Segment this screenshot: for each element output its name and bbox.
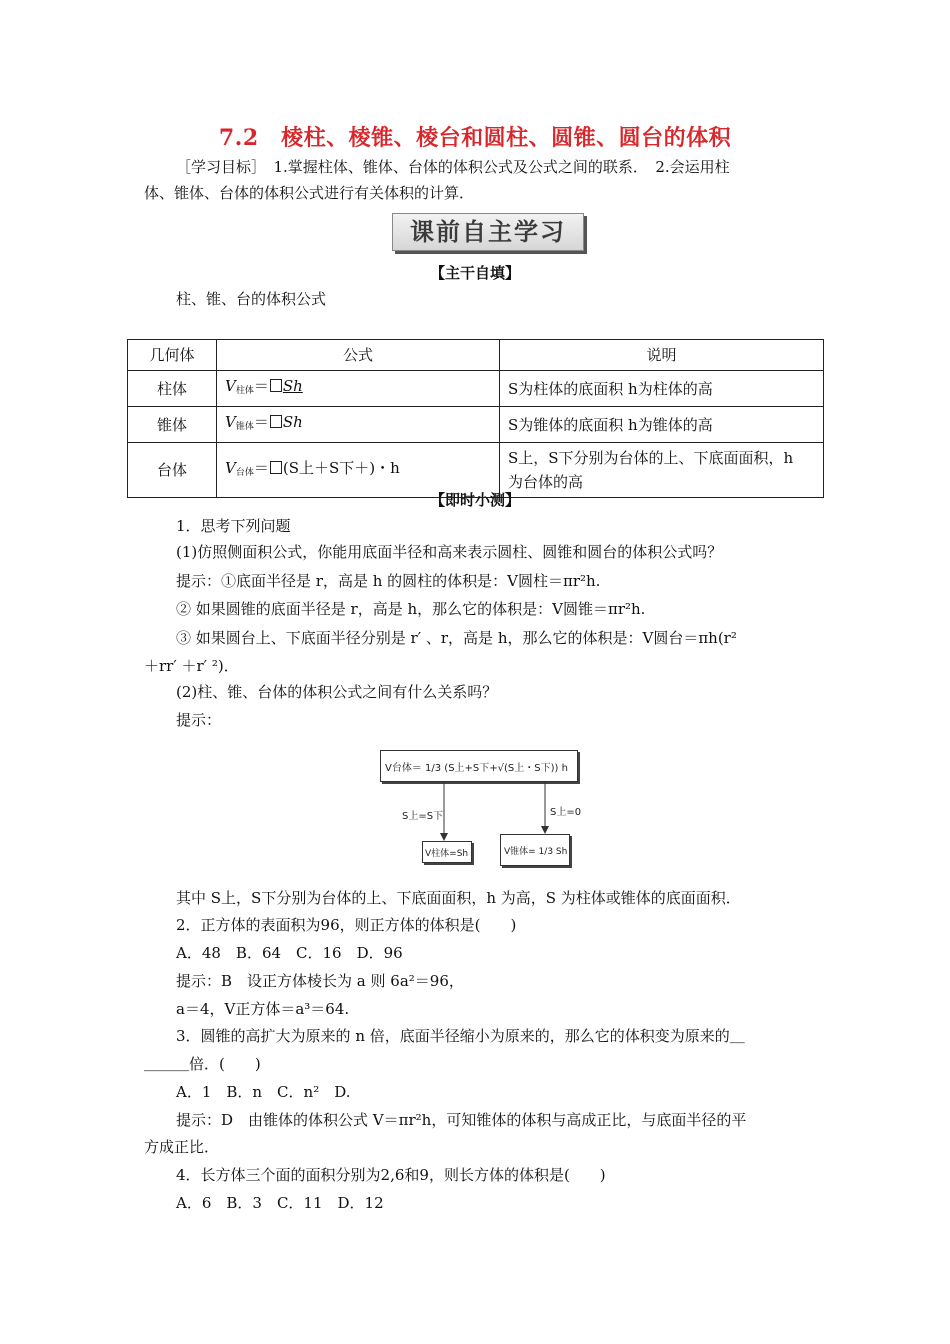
- formula-relation-diagram: [380, 745, 580, 875]
- q2-options: A．48 B．64 C．16 D．96: [176, 944, 403, 962]
- table-cell-formula: [217, 371, 500, 407]
- table-row: [128, 371, 824, 407]
- table-cell-desc: S为锥体的底面积 h为锥体的高: [500, 407, 824, 443]
- table-header: 说明: [500, 340, 824, 371]
- diagram-right-box: [500, 834, 570, 866]
- table-header: 公式: [217, 340, 500, 371]
- diagram-left-box: [422, 841, 472, 863]
- formula-tail: Sh: [282, 377, 303, 395]
- table-cell-name: 锥体: [128, 407, 217, 443]
- desc-line: S上，S下分别为台体的上、下底面面积，h: [508, 449, 794, 467]
- table-cell-desc: S为柱体的底面积 h为柱体的高: [500, 371, 824, 407]
- diagram-right-condition: S上=0: [550, 807, 582, 818]
- q1-hint3a: ③ 如果圆台上、下底面半径分别是 r′ 、r，高是 h，那么它的体积是：V圆台＝πh(r²: [176, 629, 737, 647]
- q2-stem: 2．正方体的表面积为96，则正方体的体积是( ): [176, 916, 517, 934]
- section-heading-self-fill: 【主干自填】: [429, 264, 520, 282]
- diagram-left-formula: V柱体=Sh: [425, 849, 469, 859]
- formula-sub: 柱体: [235, 386, 254, 396]
- table-cell-formula: [217, 407, 500, 443]
- diagram-right-formula: V锥体= 1/3 Sh: [504, 847, 568, 857]
- section-heading-quiz: 【即时小测】: [429, 491, 520, 509]
- formula-v: V: [225, 377, 236, 395]
- table-header: 几何体: [128, 340, 217, 371]
- formula-tail: Sh: [282, 413, 303, 431]
- table-cell-name: 柱体: [128, 371, 217, 407]
- section-banner: 课前自主学习: [392, 213, 584, 251]
- table-row: [128, 407, 824, 443]
- blank-box-icon: [270, 415, 282, 428]
- q1-hint2: ② 如果圆锥的底面半径是 r，高是 h，那么它的体积是：V圆锥＝πr²h.: [176, 600, 646, 618]
- after-diagram-text: 其中 S上，S下分别为台体的上、下底面面积，h 为高，S 为柱体或锥体的底面面积．: [176, 889, 741, 907]
- desc-line: 为台体的高: [508, 473, 584, 491]
- diagram-left-condition: S上=S下: [402, 811, 444, 822]
- q1-head: 1．思考下列问题: [176, 517, 291, 535]
- learning-goals-line2: 体、锥体、台体的体积公式进行有关体积的计算．: [144, 184, 475, 202]
- q2-hint2: a＝4，V正方体＝a³＝64.: [176, 1000, 350, 1018]
- q1-part2: (2)柱、锥、台体的体积公式之间有什么关系吗？: [176, 683, 498, 701]
- formula-eq: ＝: [253, 377, 269, 395]
- formula-v: V: [225, 458, 236, 477]
- formula-tail: (S上＋S下＋)・h: [282, 458, 400, 477]
- q1-hint3b: ＋rr′ ＋r′ ²)．: [144, 657, 239, 675]
- volume-formula-table: [127, 339, 824, 498]
- blank-box-icon: [270, 379, 282, 392]
- blank-box-icon: [270, 461, 282, 474]
- q1-hint1: 提示：①底面半径是 r，高是 h 的圆柱的体积是：V圆柱＝πr²h.: [176, 572, 601, 590]
- q4-options: A．6 B．3 C．11 D．12: [176, 1194, 384, 1212]
- formula-sub: 锥体: [235, 422, 254, 432]
- table-header-row: [128, 340, 824, 371]
- learning-goals-line1: ［学习目标］ 1.掌握柱体、锥体、台体的体积公式及公式之间的联系． 2.会运用柱: [176, 158, 730, 176]
- q3-stem2: ＿＿＿倍．( ): [144, 1055, 261, 1073]
- document-title: 7.2 棱柱、棱锥、棱台和圆柱、圆锥、圆台的体积: [218, 125, 732, 151]
- q3-stem1: 3．圆锥的高扩大为原来的 n 倍，底面半径缩小为原来的，那么它的体积变为原来的＿: [176, 1027, 745, 1045]
- intro-text: 柱、锥、台的体积公式: [176, 290, 327, 308]
- q3-hint2: 方成正比．: [144, 1138, 220, 1156]
- formula-v: V: [225, 413, 236, 431]
- q3-options: A．1 B．n C．n² D.: [176, 1083, 351, 1101]
- formula-sub: 台体: [235, 467, 254, 478]
- q2-hint1: 提示：B 设正方体棱长为 a 则 6a²＝96，: [176, 972, 464, 990]
- diagram-top-formula: V台体＝ 1/3 (S上+S下+√(S上・S下)) h: [385, 763, 568, 774]
- q4-stem: 4．长方体三个面的面积分别为2,6和9，则长方体的体积是( ): [176, 1166, 606, 1184]
- q1-part1: (1)仿照侧面积公式，你能用底面半径和高来表示圆柱、圆锥和圆台的体积公式吗？: [176, 543, 723, 561]
- formula-eq: ＝: [253, 458, 269, 477]
- formula-eq: ＝: [253, 413, 269, 431]
- q3-hint1: 提示：D 由锥体的体积公式 V＝πr²h，可知锥体的体积与高成正比，与底面半径的平: [176, 1111, 747, 1129]
- q1-hint4: 提示：: [176, 711, 222, 729]
- table-cell-name: 台体: [128, 443, 217, 498]
